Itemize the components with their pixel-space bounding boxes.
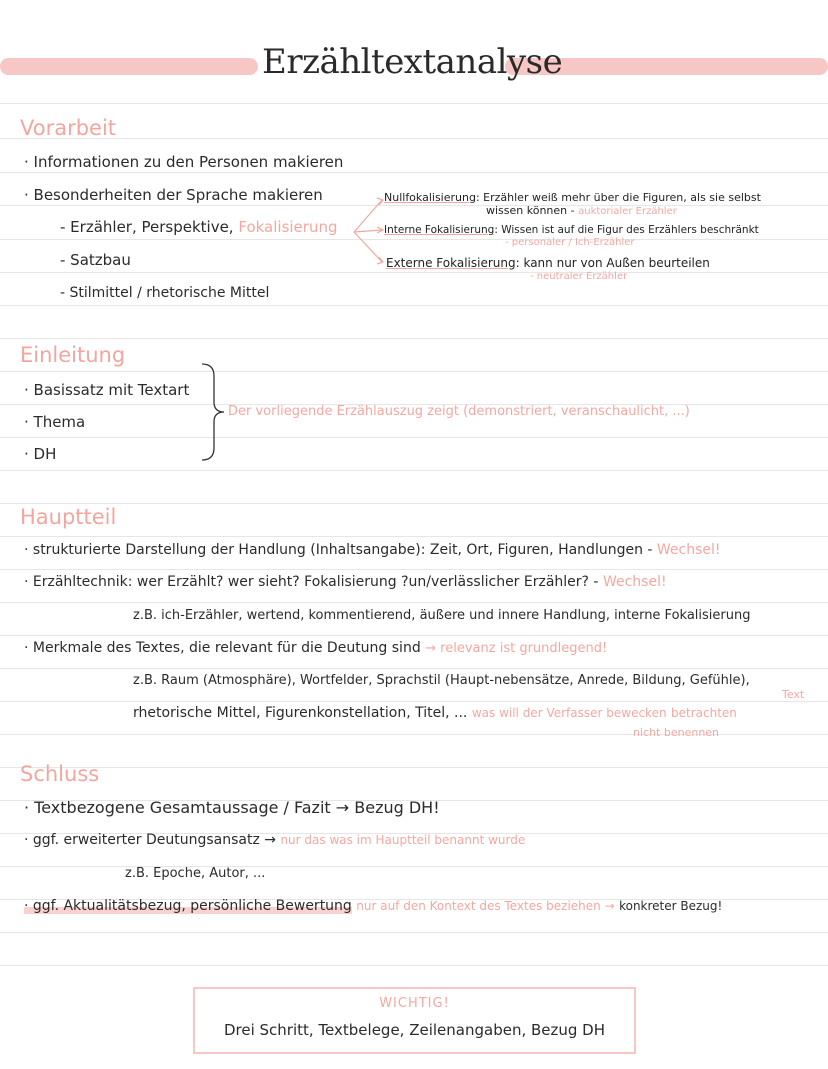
text-above-note: Text — [782, 688, 805, 701]
rule-line — [0, 635, 828, 636]
rule-line — [0, 172, 828, 173]
title-band-left — [0, 58, 258, 75]
hauptteil-line-3: z.B. ich-Erzähler, wertend, kommentierend, äußere und innere Handlung, interne Fokalisierung — [133, 608, 751, 623]
schluss-line-1: · Textbezogene Gesamtaussage / Fazit → Bezug DH! — [24, 798, 440, 817]
nullfokalisierung-text: : Erzähler weiß mehr über die Figuren, als sie selbst — [475, 191, 761, 204]
rule-line — [0, 138, 828, 139]
einleitung-note: Der vorliegende Erzählauszug zeigt (demonstriert, veranschaulicht, ...) — [228, 404, 690, 419]
interne-label: Interne Fokalisierung — [384, 224, 495, 236]
konkreter-bezug: konkreter Bezug! — [619, 899, 723, 913]
nicht-benennen-note: nicht benennen — [633, 726, 720, 739]
heading-einleitung: Einleitung — [20, 343, 126, 367]
externe-line — [386, 256, 710, 270]
personal-note: - personaler / Ich-Erzähler — [505, 237, 635, 248]
einleitung-item-2: · Thema — [24, 413, 86, 431]
fokalisierung-arrows — [352, 192, 386, 272]
schluss-line-3: z.B. Epoche, Autor, ... — [125, 866, 266, 881]
betrachten-note: betrachten — [671, 706, 737, 720]
hauptteil-line-6-text: rhetorische Mittel, Figurenkonstellation, Titel, ... — [133, 705, 468, 721]
heading-vorarbeit: Vorarbeit — [20, 116, 117, 140]
rule-line — [0, 701, 828, 702]
rule-line — [0, 536, 828, 537]
rule-line — [0, 932, 828, 933]
vorarbeit-line-2: · Besonderheiten der Sprache makieren — [24, 186, 323, 204]
hauptteil-line-1 — [24, 542, 721, 558]
nullfokalisierung-label: Nullfokalisierung — [384, 191, 476, 204]
verfasser-note: was will der Verfasser bewecken — [471, 706, 667, 720]
heading-schluss: Schluss — [20, 762, 100, 786]
schluss-line-2-text: · ggf. erweiterter Deutungsansatz → — [24, 832, 276, 848]
rule-line — [0, 767, 828, 768]
hauptteil-line-4-text: · Merkmale des Textes, die relevant für die Deutung sind — [24, 640, 421, 656]
relevanz-note: → relevanz ist grundlegend! — [425, 641, 608, 656]
wichtig-label: WICHTIG! — [379, 996, 450, 1011]
kontext-note: nur auf den Kontext des Textes beziehen → — [356, 899, 615, 913]
einleitung-item-1: · Basissatz mit Textart — [24, 381, 190, 399]
schluss-line-4 — [24, 898, 722, 914]
vorarbeit-sub-3: - Stilmittel / rhetorische Mittel — [60, 285, 270, 301]
interne-text: : Wissen ist auf die Figur des Erzählers beschränkt — [494, 224, 759, 236]
rule-line — [0, 668, 828, 669]
rule-line — [0, 305, 828, 306]
heading-hauptteil: Hauptteil — [20, 505, 117, 529]
vorarbeit-sub-1 — [60, 218, 338, 236]
hauptteil-line-4 — [24, 640, 607, 656]
rule-line — [0, 965, 828, 966]
hauptteil-line-6 — [133, 705, 737, 721]
nullfokalisierung-line — [384, 191, 761, 204]
hauptteil-benannt-note: nur das was im Hauptteil benannt wurde — [280, 833, 526, 847]
einleitung-brace — [200, 362, 228, 462]
hauptteil-line-1-text: · strukturierte Darstellung der Handlung (Inhaltsangabe): Zeit, Ort, Figuren, Handlungen - — [24, 542, 653, 558]
rule-line — [0, 239, 828, 240]
externe-label: Externe Fokalisierung — [386, 256, 516, 270]
rule-line — [0, 602, 828, 603]
rule-line — [0, 103, 828, 104]
rule-line — [0, 569, 828, 570]
wichtig-text: Drei Schritt, Textbelege, Zeilenangaben, Bezug DH — [223, 1021, 606, 1039]
rule-line — [0, 272, 828, 273]
vorarbeit-line-1: · Informationen zu den Personen makieren — [24, 153, 344, 171]
fokalisierung-label: Fokalisierung — [238, 218, 338, 236]
auktorial-note: auktorialer Erzähler — [578, 206, 677, 217]
hauptteil-line-5: z.B. Raum (Atmosphäre), Wortfelder, Sprachstil (Haupt-nebensätze, Anrede, Bildung, Gefühle), — [133, 673, 750, 688]
hauptteil-line-2-text: · Erzähltechnik: wer Erzählt? wer sieht? Fokalisierung ?un/verlässlicher Erzähler? - — [24, 574, 599, 590]
schluss-line-2 — [24, 832, 525, 848]
schluss-line-4-text: · ggf. Aktualitätsbezug, persönliche Bewertung — [24, 898, 352, 914]
vorarbeit-sub-2: - Satzbau — [60, 251, 131, 269]
page-title: Erzähltextanalyse — [262, 42, 563, 82]
wechsel-note-1: Wechsel! — [656, 542, 721, 558]
nullfokalisierung-line-2 — [486, 204, 677, 217]
externe-text: : kann nur von Außen beurteilen — [515, 256, 710, 270]
rule-line — [0, 503, 828, 504]
rule-line — [0, 371, 828, 372]
rule-line — [0, 437, 828, 438]
rule-line — [0, 338, 828, 339]
rule-line — [0, 470, 828, 471]
nullfokalisierung-text-2: wissen können - — [486, 204, 575, 217]
interne-line — [384, 224, 759, 236]
neutral-note: - neutraler Erzähler — [530, 271, 628, 282]
rule-line — [0, 205, 828, 206]
hauptteil-line-2 — [24, 574, 667, 590]
sub1-text: - Erzähler, Perspektive, — [60, 218, 234, 236]
wichtig-box — [193, 987, 636, 1054]
einleitung-item-3: · DH — [24, 445, 57, 463]
wechsel-note-2: Wechsel! — [602, 574, 667, 590]
